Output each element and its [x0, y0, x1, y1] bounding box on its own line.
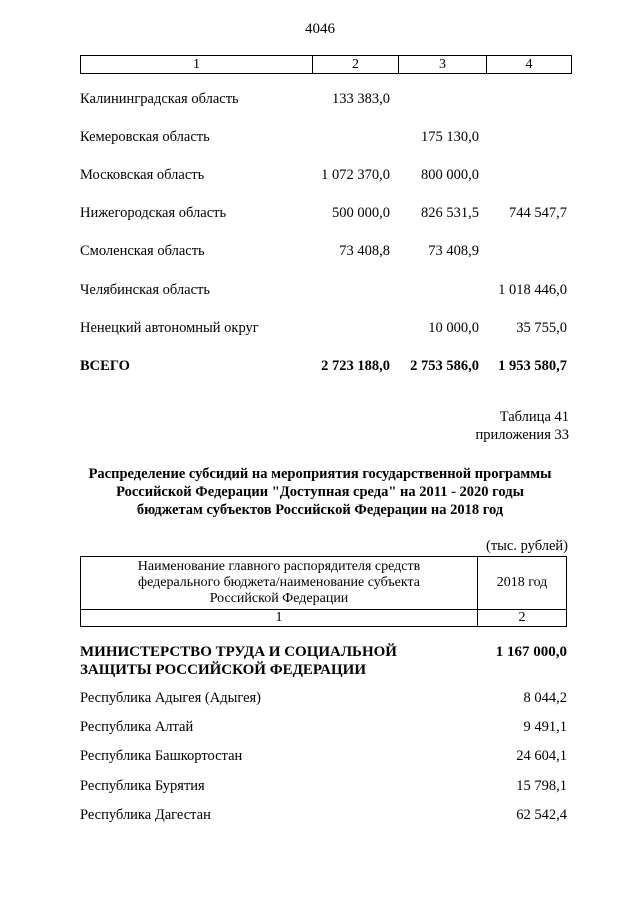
table-row	[80, 127, 568, 147]
header-col2: 2018 год	[478, 557, 567, 610]
col-number-2: 2	[478, 610, 567, 627]
table-label-line2: приложения 33	[475, 427, 569, 443]
value-col4: 1 018 446,0	[498, 282, 567, 298]
value-col3: 800 000,0	[421, 167, 479, 183]
value-col3: 10 000,0	[428, 320, 479, 336]
value-col2: 73 408,8	[339, 243, 390, 259]
table-row	[80, 688, 568, 708]
col-number-3: 3	[399, 56, 487, 74]
region-name: Кемеровская область	[80, 129, 210, 145]
header-col1	[81, 557, 478, 610]
table-row	[80, 717, 568, 737]
region-value: 8 044,2	[523, 690, 567, 706]
col-number-4: 4	[487, 56, 572, 74]
table-row	[80, 165, 568, 185]
units-label: (тыс. рублей)	[486, 538, 568, 554]
col-number-2: 2	[313, 56, 399, 74]
region-name: Калининградская область	[80, 91, 239, 107]
region-name: Республика Алтай	[80, 719, 194, 735]
total-col4: 1 953 580,7	[498, 358, 567, 374]
region-name: Республика Башкортостан	[80, 748, 243, 764]
region-value: 24 604,1	[516, 748, 567, 764]
total-col2: 2 723 188,0	[321, 358, 390, 374]
ministry-row	[80, 643, 568, 679]
table-row	[80, 241, 568, 261]
table-row	[80, 89, 568, 109]
region-name: Республика Адыгея (Адыгея)	[80, 690, 262, 706]
table2-header	[80, 556, 567, 627]
title-line3: бюджетам субъектов Российской Федерации на 2018 год	[136, 502, 504, 518]
value-col2: 500 000,0	[332, 205, 390, 221]
value-col4: 35 755,0	[516, 320, 567, 336]
value-col2: 133 383,0	[332, 91, 390, 107]
table-row	[80, 746, 568, 766]
table-row	[80, 318, 568, 338]
region-name: Смоленская область	[80, 243, 205, 259]
region-name: Республика Бурятия	[80, 778, 205, 794]
region-name: Республика Дагестан	[80, 807, 211, 823]
region-name: Нижегородская область	[80, 205, 227, 221]
col-number-1: 1	[81, 610, 478, 627]
value-col3: 175 130,0	[421, 129, 479, 145]
region-name: Московская область	[80, 167, 205, 183]
col-number-1: 1	[193, 57, 200, 72]
table-row	[80, 280, 568, 300]
header-col1-line1: Наименование главного распорядителя средств	[137, 559, 421, 574]
section-title	[60, 465, 580, 519]
table-row	[80, 203, 568, 223]
value-col2: 1 072 370,0	[321, 167, 390, 183]
region-value: 9 491,1	[523, 719, 567, 735]
table-row	[80, 776, 568, 796]
header-col1-line2: федерального бюджета/наименование субъекта	[138, 575, 420, 590]
region-value: 15 798,1	[516, 778, 567, 794]
total-col3: 2 753 586,0	[410, 358, 479, 374]
table-row	[80, 805, 568, 825]
value-col4: 744 547,7	[509, 205, 567, 221]
ministry-name-line2: ЗАЩИТЫ РОССИЙСКОЙ ФЕДЕРАЦИИ	[80, 662, 367, 678]
region-name: Ненецкий автономный округ	[80, 320, 259, 336]
region-value: 62 542,4	[516, 807, 567, 823]
title-line1: Распределение субсидий на мероприятия государственной программы	[88, 466, 552, 482]
value-col3: 826 531,5	[421, 205, 479, 221]
value-col3: 73 408,9	[428, 243, 479, 259]
table-label-line1: Таблица 41	[499, 409, 569, 425]
page-number: 4046	[305, 21, 335, 37]
table1-column-numbers	[80, 55, 572, 74]
region-name: Челябинская область	[80, 282, 210, 298]
title-line2: Российской Федерации "Доступная среда" на 2011 - 2020 годы	[116, 484, 524, 500]
ministry-name-line1: МИНИСТЕРСТВО ТРУДА И СОЦИАЛЬНОЙ	[80, 644, 397, 660]
ministry-value: 1 167 000,0	[495, 644, 567, 660]
total-row	[80, 356, 568, 376]
total-label: ВСЕГО	[80, 358, 130, 374]
header-col1-line3: Российской Федерации	[209, 591, 349, 606]
